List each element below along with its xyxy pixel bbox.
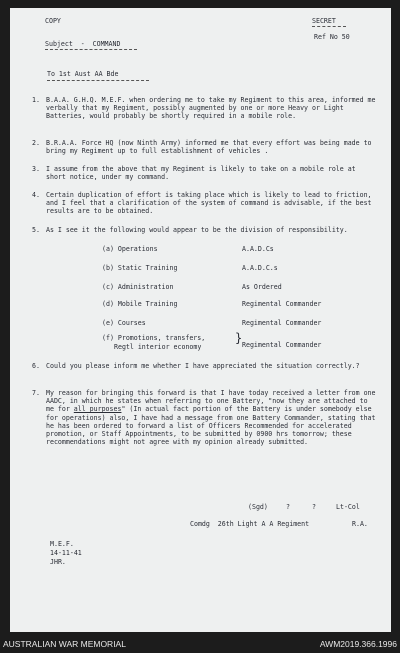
paragraph-text: B.A.A. G.H.Q. M.E.F. when ordering me to take my Regiment to this area, informed me verbally that my Regiment, possibly augmented by one or more Heavy or Light Batteries, would probably be shortly required in a mobile role. — [46, 96, 376, 121]
division-value: A.A.D.C.s — [242, 264, 278, 272]
division-value: As Ordered — [242, 283, 282, 291]
paragraph-text: B.R.A.A. Force HQ (now Ninth Army) informed me that every effort was being made to bring my Regiment up to full establishment of vehicles . — [46, 139, 372, 156]
paragraph-number: 6. — [32, 362, 40, 370]
paragraph-number: 2. — [32, 139, 40, 147]
secret-underline — [312, 26, 346, 27]
signature-illegible-2: ? — [312, 503, 316, 511]
division-label: (c) Administration — [102, 283, 174, 291]
paragraph-number: 1. — [32, 96, 40, 104]
paragraph-text: I assume from the above that my Regiment is likely to take on a mobile role at short notice, under my command. — [46, 165, 356, 182]
origin-place: M.E.F. — [50, 540, 74, 548]
underlined-phrase: all purposes — [73, 405, 122, 414]
division-label-continued: Regtl interior economy — [114, 343, 202, 351]
reference-number: Ref No 50 — [314, 33, 350, 41]
document-page — [10, 8, 391, 632]
archive-reference: AWM2019.366.1996 — [319, 639, 397, 649]
division-value: Regimental Commander — [242, 300, 322, 308]
paragraph-text-part: " (In actual fact portion of the Battery is under somebody else for operations) also, I have had a message from one Battery Commander, stating that he has been ordered to forward a list of Officers Recommended for accelerated promotion, or Staff Appointments, to be submitted by 0900 hrs tomorrow; these recommendations might not agree with my opinion already submitted. — [46, 405, 376, 447]
signature-sgd: (Sgd) — [248, 503, 268, 511]
signature-ra: R.A. — [352, 520, 368, 528]
division-value: A.A.D.Cs — [242, 245, 274, 253]
paragraph-text: Certain duplication of effort is taking place which is likely to lead to friction, and I feel that a clarification of the system of command is advisable, if the best results are to be obtained. — [46, 191, 372, 216]
addressee: To 1st Aust AA Bde — [47, 70, 119, 78]
division-label: (f) Promotions, transfers, — [102, 334, 206, 342]
copy-label: COPY — [45, 17, 61, 25]
subject-underline — [45, 49, 137, 50]
paragraph-number: 7. — [32, 389, 40, 397]
archive-name: AUSTRALIAN WAR MEMORIAL — [3, 639, 126, 649]
origin-date: 14-11-41 — [50, 549, 82, 557]
paragraph-text-part: My reason for bringing this forward is that I have today received a letter from one AADC, in which he states when referring to one Battery, "now they are attached to me for — [46, 389, 376, 414]
signature-rank: Lt-Col — [336, 503, 360, 511]
division-label: (a) Operations — [102, 245, 158, 253]
division-value: Regimental Commander — [242, 341, 322, 349]
archive-footer — [0, 634, 400, 653]
paragraph-text: Could you please inform me whether I have appreciated the situation correctly.? — [46, 362, 360, 370]
brace-symbol: } — [235, 331, 243, 345]
division-label: (b) Static Training — [102, 264, 178, 272]
paragraph-text: As I see it the following would appear to be the division of responsibility. — [46, 226, 348, 234]
addressee-underline — [47, 80, 149, 81]
secret-label: SECRET — [312, 17, 336, 25]
signature-illegible-1: ? — [286, 503, 290, 511]
origin-initials: JHR. — [50, 558, 66, 566]
division-label: (e) Courses — [102, 319, 146, 327]
paragraph-number: 4. — [32, 191, 40, 199]
signature-command: Comdg 26th Light A A Regiment — [190, 520, 310, 528]
paragraph-text — [46, 389, 378, 447]
paragraph-number: 3. — [32, 165, 40, 173]
division-value: Regimental Commander — [242, 319, 322, 327]
subject-line: Subject - COMMAND — [45, 40, 121, 48]
division-label: (d) Mobile Training — [102, 300, 178, 308]
paragraph-number: 5. — [32, 226, 40, 234]
